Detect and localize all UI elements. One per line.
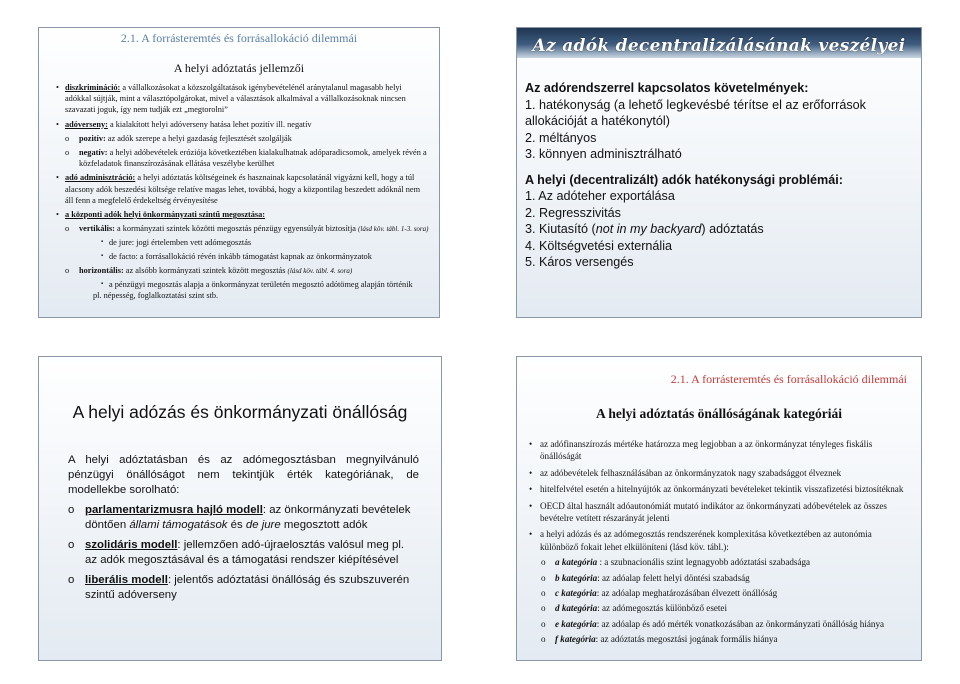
bullet-item: • az adóbevételek felhasználásában az önkormányzatok nagy szabadsággot élveznek [529,467,911,479]
sub-negative: o negatív: a helyi adóbevételek eróziója következtében kialakulhatnak adóparadicsomok, amelyek révén a közfeladatok finanszírozásának ellátása veszélybe kerülhet [65,147,429,169]
slide-body [525,80,915,271]
requirement-item: 1. hatékonyság (a lehető legkevésbé térítse el az erőforrások allokációját a hatékonytól) [525,97,866,128]
bullet-item: • a helyi adózás és az adómegosztás rendszerének komplexitása következtében az autonómia különböző fokait lehet elkülöníteni (lásd köv. tábl.): [529,528,911,553]
model-liberal: o liberális modell: jelentős adóztatási önállóság és szubszuverén szintű adóverseny [68,573,419,603]
model-solidarity: o szolidáris modell: jellemzően adó-újraelosztás valósul meg pl. az adók megosztásával és a támogatási rendszer kiépítésével [68,538,419,568]
category-item: o d kategória: az adómegosztás különböző esetei [541,602,911,614]
bullet-tax-competition: • adóverseny: a kialakított helyi adóverseny hatása lehet pozitív ill. negatív [57,119,429,130]
slide-autonomy-categories [516,356,922,661]
slide-decentralization-risks [516,27,922,318]
category-item: o b kategória: az adóalap felett helyi döntési szabadság [541,572,911,584]
item-sharing-basis: ▪ a pénzügyi megosztás alapja a önkormányzat területén megosztó adótömeg alapján történik [101,279,429,290]
slide-body [57,79,429,301]
problem-item: 1. Az adóteher exportálása [525,189,675,203]
requirement-item: 3. könnyen adminisztrálható [525,147,682,161]
sub-vertical: o vertikális: a kormányzati szintek közötti megosztás pénzügy egyensúlyát biztosítja (lásd köv. tábl. 1-3. sora) [65,223,429,235]
problem-item: 4. Költségvetési externália [525,238,673,253]
sub-positive: o pozitív: az adók szerepe a helyi gazdaság fejlesztését szolgálják [65,133,429,144]
bullet-discrimination: • diszkrimináció: a vállalkozásokat a közszolgáltatások igénybevételénél aránytalanul magasabb helyi adókkal sújtják, mint a választópolgárokat, mivel a választások alkalmával a vállalkozásoknak nincsen szavazati joguk, így nem tudják ezt „megtorolni” [57,82,429,116]
bullet-item: • OECD által használt adóautonómiát mutató indikátor az önkormányzati adóbevételek az összes bevételre vetített részarányát jelenti [529,500,911,525]
bullet-administration: • adó adminisztráció: a helyi adóztatás költségeinek és hasznainak kapcsolatánál vigyázni kell, hogy a túl alacsony adók beszedési költsége relatíve magas lehet, továbbá, hogy a központilag beszedett adóknál nem áll fenn a megfelelő érdekeltség érvényesítése [57,172,429,206]
sub-horizontal: o horizontális: az alsóbb kormányzati szintek között megosztás (lásd köv. tábl. 4. sora) [65,265,429,277]
model-parliamentary: o parlamentarizmusra hajló modell: az önkormányzati bevételek döntően állami támogatások és de jure megosztott adók [68,503,419,533]
slide-header: 2.1. A forrásteremtés és forrásallokáció dilemmái [120,31,358,45]
category-item: o c kategória: az adóalap meghatározásában élvezett önállóság [541,587,911,599]
problem-item: 2. Regresszivitás [525,205,621,220]
item-de-jure: ▪ de jure: jogi értelemben vett adómegosztás [101,237,429,248]
slide-header: 2.1. A forrásteremtés és forrásallokáció dilemmái [670,372,907,386]
slide-body [529,434,911,646]
slide-title: A helyi adózás és önkormányzati önállóság [72,402,408,422]
slide-local-taxation-features [38,27,440,318]
slide-body [68,453,419,603]
category-item: o f kategória: az adóztatás megosztási jogának formális hiánya [541,633,911,645]
intro-text: A helyi adóztatásban és az adómegosztásban megnyilvánuló pénzügyi önállóságot nem tekintjük érték kategóriának, de modellekbe sorolható: [68,454,419,496]
problem-item: 5. Káros versengés [525,255,634,269]
slide-header: Az adók decentralizálásának veszélyei [532,36,906,56]
problem-item: 3. Kiutasító (not in my backyard) adóztatás [525,222,764,236]
slide-subtitle: A helyi adóztatás önállóságának kategóriái [595,406,843,421]
bullet-item: • hitelfelvétel esetén a hitelnyújtók az önkormányzati bevételeket tekintik visszafizetési biztosítéknak [529,483,911,495]
bullet-central-tax-sharing: • a központi adók helyi önkormányzati szintű megosztása: [57,209,429,220]
item-de-facto: ▪ de facto: a forrásallokáció révén inkább támogatást kapnak az önkormányzatok [101,251,429,262]
problems-heading: A helyi (decentralizált) adók hatékonysági problémái: [525,172,843,187]
requirement-item: 2. méltányos [525,130,597,145]
category-item: o e kategória: az adóalap és adó mérték vonatkozásában az önkormányzati önállóság hiánya [541,618,911,630]
slide-local-autonomy [38,356,442,661]
item-sharing-basis-cont: pl. népesség, foglalkoztatási szint stb. [93,291,219,301]
bullet-item: • az adófinanszírozás mértéke határozza meg legjobban a az önkormányzat tényleges fiskális önállóságát [529,438,911,463]
slide-subtitle: A helyi adóztatás jellemzői [173,61,305,75]
category-item: o a kategória : a szubnacionális szint legnagyobb adóztatási szabadsága [541,556,911,568]
requirements-heading: Az adórendszerrel kapcsolatos követelmények: [525,81,809,95]
